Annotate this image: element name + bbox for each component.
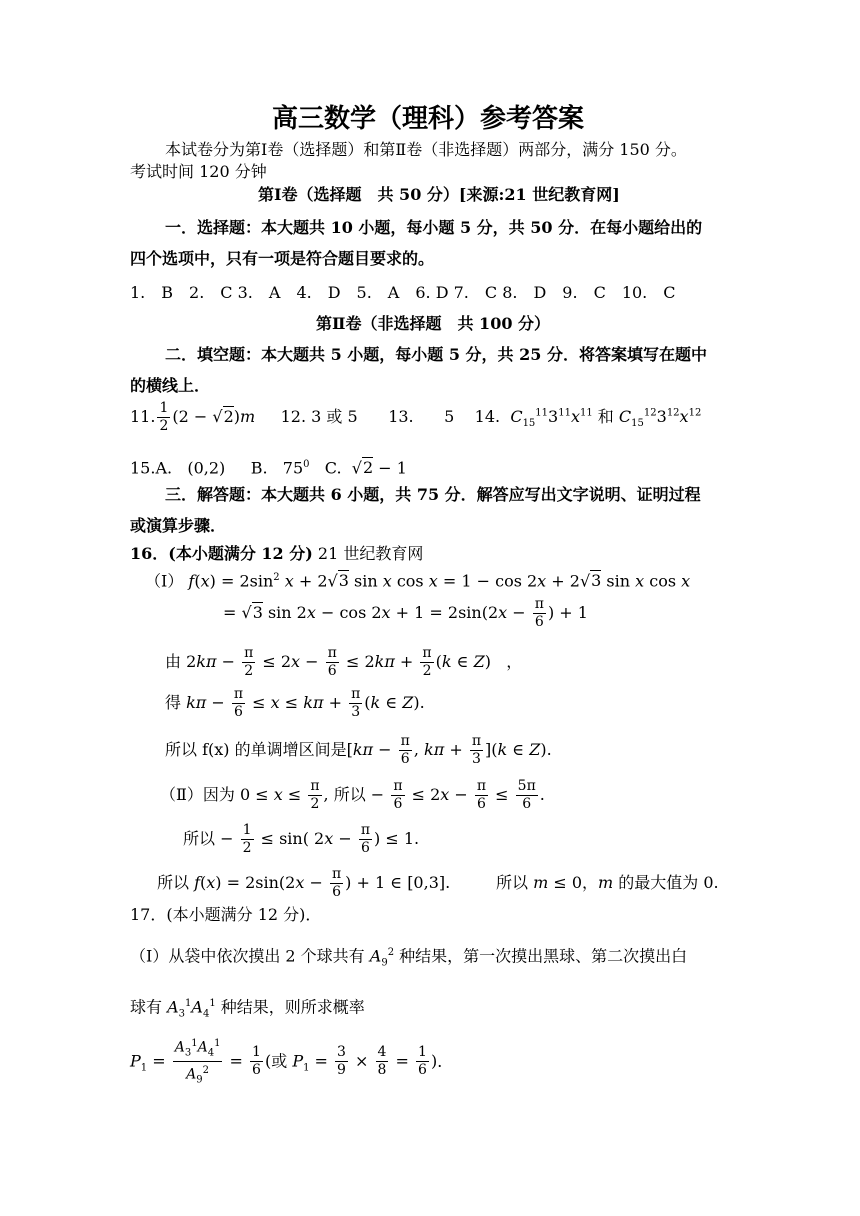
q16-part1-line1: （Ⅰ） $f(x) = 2\sin^2$ x + 2√3 sin x cos x = 1 − cos 2x + 2√3 sin x cos x <box>145 571 691 591</box>
section1-line-1: 一．选择题：本大题共 10 小题，每小题 5 分，共 50 分．在每小题给出的 <box>165 218 703 237</box>
fill-answers-11-14: 11. $\frac{1}{2}$ (2 − √2)m 12. 3 或 5 13. 5 14. $C_{15}^{11}3^{11}x^{11}$ 和 $C_{15}^{12}3^{12}x^{12}$ <box>130 400 702 434</box>
q16-inequality-1: 由 2kπ − $\frac{\pi}{2}$ ≤ 2x − $\frac{\pi}{6}$ ≤ 2kπ + $\frac{\pi}{2}$ (k ∈ Z) ， <box>165 645 523 679</box>
section1-line-2: 四个选项中，只有一项是符合题目要求的。 <box>130 249 435 268</box>
section2-line-1: 二．填空题：本大题共 5 小题，每小题 5 分，共 25 分．将答案填写在题中 <box>165 345 707 364</box>
q16-monotone-interval: 所以 f(x) 的单调增区间是[kπ − $\frac{\pi}{6}$ , kπ + $\frac{\pi}{3}$ ](k ∈ Z). <box>165 733 552 767</box>
q17-header: 17．(本小题满分 12 分)． <box>130 905 322 924</box>
part1-header: 第Ⅰ卷（选择题 共 50 分）[来源:21 世纪教育网] <box>258 185 620 204</box>
section2-line-2: 的横线上． <box>130 376 211 395</box>
q17-line-1: （Ⅰ）从袋中依次摸出 2 个球共有 $A_9^2$ 种结果，第一次摸出黑球、第二次摸出白 <box>130 946 688 969</box>
q16-part1-line2: = √3 sin 2x − cos 2x + 1 = 2sin(2x − $\frac{\pi}{6}$ ) + 1 <box>223 596 588 630</box>
mc-answers: 1. B 2. C 3. A 4. D 5. A 6. D 7. C 8. D 9. C 10. C <box>130 283 676 302</box>
fill-answer-15: 15.A. (0,2) B. $75^0$ C. √2 − 1 <box>130 458 407 478</box>
page-title: 高三数学（理科）参考答案 <box>272 104 585 134</box>
q16-part2-line2: 所以 − $\frac{1}{2}$ ≤ sin( 2x − $\frac{\pi}{6}$ ) ≤ 1. <box>183 822 420 856</box>
section3-line-1: 三．解答题：本大题共 6 小题，共 75 分．解答应写出文字说明、证明过程 <box>165 485 701 504</box>
q16-header: 16．(本小题满分 12 分) 21 世纪教育网 <box>130 544 424 563</box>
q16-part2-line3: 所以 f(x) = 2sin(2x − $\frac{\pi}{6}$ ) + 1 ∈ [0,3]. 所以 m ≤ 0，m 的最大值为 0. <box>157 866 719 900</box>
q16-part2-line1: （Ⅱ）因为 0 ≤ x ≤ $\frac{\pi}{2}$ , 所以 − $\frac{\pi}{6}$ ≤ 2x − $\frac{\pi}{6}$ ≤ $\frac{5\pi}{6}$ . <box>160 778 545 812</box>
q17-probability: $P_1$ = $\frac{A_3^1A_4^1}{A_9^2}$ = $\frac{1}{6}$ (或 $P_1$ = $\frac{3}{9}$ × $\frac{4}{8}$ = $\frac{1}{6}$ )． <box>130 1035 453 1089</box>
section3-line-2: 或演算步骤． <box>130 516 227 535</box>
intro-line-1: 本试卷分为第Ⅰ卷（选择题）和第Ⅱ卷（非选择题）两部分，满分 150 分。 <box>165 140 687 159</box>
part2-header: 第Ⅱ卷（非选择题 共 100 分） <box>316 314 551 333</box>
q16-inequality-2: 得 kπ − $\frac{\pi}{6}$ ≤ x ≤ kπ + $\frac{\pi}{3}$ (k ∈ Z). <box>165 686 425 720</box>
intro-line-2: 考试时间 120 分钟 <box>130 162 267 181</box>
q17-line-2: 球有 $A_3^1A_4^1$ 种结果，则所求概率 <box>130 997 365 1020</box>
